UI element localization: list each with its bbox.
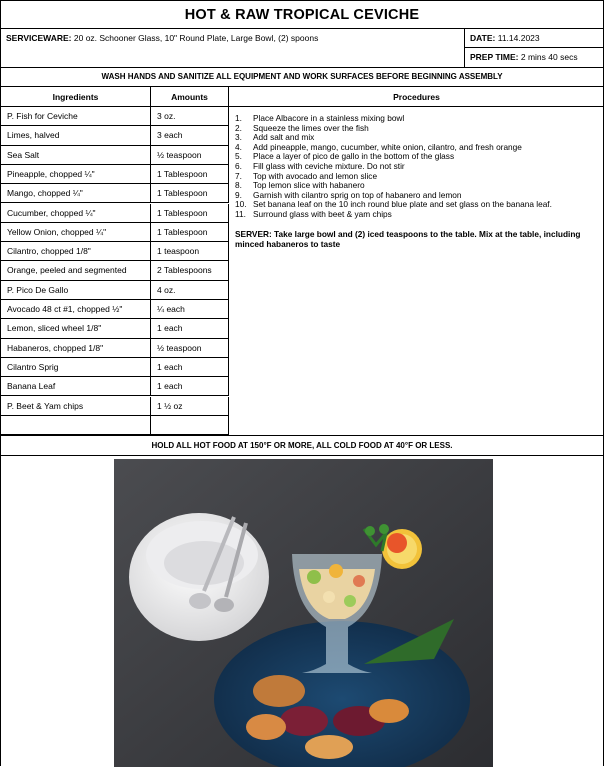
ingredient-name: Habaneros, chopped 1/8"	[1, 339, 151, 358]
ingredient-amount: 1 each	[151, 377, 229, 396]
procedures-header: Procedures	[229, 87, 604, 107]
ingredient-name: Lemon, sliced wheel 1/8"	[1, 319, 151, 338]
ingredient-amount: ½ teaspoon	[151, 146, 229, 165]
procedure-step-text: Top lemon slice with habanero	[253, 180, 365, 191]
ingredient-name: Limes, halved	[1, 126, 151, 145]
meta-right	[465, 29, 603, 68]
ingredient-name: Mango, chopped ¼"	[1, 184, 151, 203]
procedure-step-number: 4.	[235, 141, 242, 152]
ingredient-amount: 1 Tablespoon	[151, 165, 229, 184]
date-label: DATE:	[470, 33, 496, 43]
dish-photo	[114, 459, 493, 767]
ingredient-amount: ¼ each	[151, 300, 229, 319]
procedure-step-number: 2.	[235, 122, 242, 133]
ingredient-name: Avocado 48 ct #1, chopped ½"	[1, 300, 151, 319]
prep-time-cell	[465, 48, 603, 62]
serviceware-value: 20 oz. Schooner Glass, 10" Round Plate, Large Bowl, (2) spoons	[73, 33, 319, 43]
procedure-step-number: 8.	[235, 180, 242, 191]
procedure-step-text: Fill glass with ceviche mixture. Do not stir	[253, 160, 405, 171]
recipe-title: HOT & RAW TROPICAL CEVICHE	[1, 1, 603, 29]
procedure-step-text: Place Albacore in a stainless mixing bowl	[253, 113, 405, 123]
procedure-step-number: 1.	[235, 113, 242, 123]
procedure-step-text: Add salt and mix	[253, 132, 315, 143]
procedure-list	[235, 114, 598, 220]
ingredient-amount: 2 Tablespoons	[151, 261, 229, 280]
ingredient-amount: ½ teaspoon	[151, 339, 229, 358]
ingredient-amount: 1 ½ oz	[151, 397, 229, 416]
date-cell	[465, 29, 603, 48]
ceviche-photo-illustration	[114, 459, 493, 767]
ingredient-name: Yellow Onion, chopped ¼"	[1, 223, 151, 242]
server-note: SERVER: Take large bowl and (2) iced teaspoons to the table. Mix at the table, including minced habaneros to taste	[235, 228, 581, 249]
ingredient-amount: 1 Tablespoon	[151, 223, 229, 242]
ingredient-name: Pineapple, chopped ¼"	[1, 165, 151, 184]
prep-time-label: PREP TIME:	[470, 52, 519, 62]
ingredient-amount: 1 Tablespoon	[151, 184, 229, 203]
ingredient-amount: 1 Tablespoon	[151, 204, 229, 223]
ingredient-amount: 1 each	[151, 358, 229, 377]
ingredient-name: Cucumber, chopped ¼"	[1, 204, 151, 223]
serviceware-label: SERVICEWARE:	[6, 33, 72, 43]
ingredients-header: Ingredients	[1, 87, 151, 107]
ingredient-amount: 1 teaspoon	[151, 242, 229, 261]
procedure-step-text: Top with avocado and lemon slice	[253, 170, 378, 181]
sanitize-warning: WASH HANDS AND SANITIZE ALL EQUIPMENT AND WORK SURFACES BEFORE BEGINNING ASSEMBLY	[1, 68, 603, 87]
procedure-step-text: Place a layer of pico de gallo in the bottom of the glass	[253, 151, 455, 162]
ingredient-name: P. Pico De Gallo	[1, 281, 151, 300]
ingredient-amount: 4 oz.	[151, 281, 229, 300]
prep-time-value: 2 mins 40 secs	[520, 52, 578, 62]
procedure-step-number: 5.	[235, 151, 242, 162]
serviceware-cell	[1, 29, 465, 68]
ingredient-amount	[151, 416, 229, 435]
ingredient-name: Orange, peeled and segmented	[1, 261, 151, 280]
ingredient-name	[1, 416, 151, 435]
ingredient-amount: 3 each	[151, 126, 229, 145]
procedure-step-text: Squeeze the limes over the fish	[253, 122, 369, 133]
ingredient-name: Cilantro, chopped 1/8"	[1, 242, 151, 261]
ingredient-name: P. Beet & Yam chips	[1, 397, 151, 416]
procedure-step-number: 3.	[235, 132, 242, 143]
procedures-cell	[229, 107, 604, 249]
temperature-warning: HOLD ALL HOT FOOD AT 150°F OR MORE, ALL COLD FOOD AT 40°F OR LESS.	[1, 435, 603, 456]
procedure-step-text: Surround glass with beet & yam chips	[253, 208, 392, 219]
amounts-header: Amounts	[151, 87, 229, 107]
ingredient-amount: 3 oz.	[151, 107, 229, 126]
procedure-step	[235, 210, 598, 220]
procedure-step-text: Set banana leaf on the 10 inch round blue plate and set glass on the banana leaf.	[253, 199, 552, 210]
procedure-step-number: 7.	[235, 170, 242, 181]
procedure-step-number: 6.	[235, 160, 242, 171]
ingredient-name: Sea Salt	[1, 146, 151, 165]
ingredient-name: Cilantro Sprig	[1, 358, 151, 377]
procedure-step-number: 10.	[235, 199, 247, 210]
date-value: 11.14.2023	[497, 33, 540, 43]
recipe-table	[1, 87, 605, 435]
ingredient-name: P. Fish for Ceviche	[1, 107, 151, 126]
ingredient-name: Banana Leaf	[1, 377, 151, 396]
ingredient-amount: 1 each	[151, 319, 229, 338]
procedure-step-number: 9.	[235, 189, 242, 200]
procedure-step-number: 11.	[235, 208, 246, 219]
procedure-step-text: Add pineapple, mango, cucumber, white onion, cilantro, and fresh orange	[253, 141, 522, 152]
procedure-step-text: Garnish with cilantro sprig on top of habanero and lemon	[253, 189, 462, 200]
meta-row	[1, 29, 603, 68]
